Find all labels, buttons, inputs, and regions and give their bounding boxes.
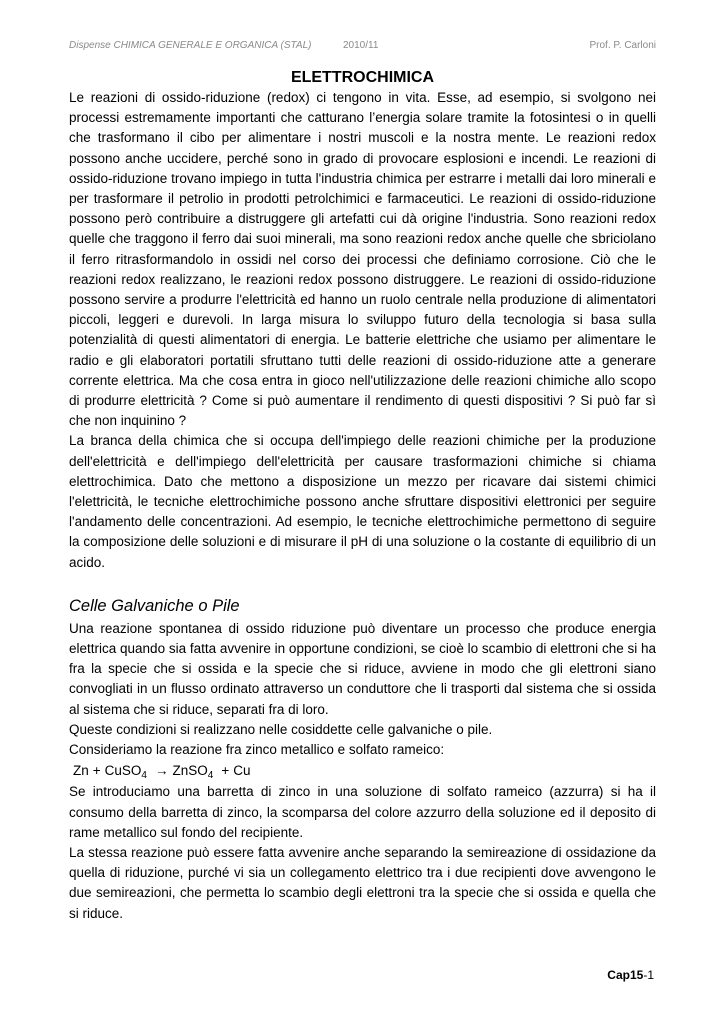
reaction-equation — [69, 760, 656, 782]
document-body — [69, 68, 656, 924]
eq-subscript: 4 — [207, 770, 214, 782]
section-paragraph: Consideriamo la reazione fra zinco metallico e solfato rameico: — [69, 742, 445, 758]
section-title: Celle Galvaniche o Pile — [69, 596, 240, 615]
header-author: Prof. P. Carloni — [589, 40, 656, 51]
header-year: 2010/11 — [343, 40, 379, 51]
section-paragraph: Una reazione spontanea di ossido riduzione può diventare un processo che produce energia elettrica quando sia fatta avvenire in opportune condizioni, se cioè lo scambio di elettroni che si ha fra la specie che si ossida e la specie che si riduce, avviene in modo che gli elettroni siano convogliati in un flusso ordinato attraverso un conduttore che li trasporti dal sistema che si ossida al sistema che si riduce, separati fra di loro. — [69, 620, 656, 717]
after-paragraph: La stessa reazione può essere fatta avvenire anche separando la semireazione di ossidazione da quella di riduzione, purché vi sia un collegamento elettrico tra i due recipienti dove avvengono le due semireazioni, che permetta lo scambio degli elettroni tra la specie che si ossida e quella che si riduce. — [69, 844, 656, 921]
section-paragraph: Queste condizioni si realizzano nelle cosiddette celle galvaniche o pile. — [69, 721, 493, 737]
after-paragraph: Se introduciamo una barretta di zinco in una soluzione di solfato rameico (azzurra) si ha il consumo della barretta di zinco, la scomparsa del colore azzurro della soluzione ed il deposito di rame metallico sul fondo del recipiente. — [69, 784, 656, 840]
eq-subscript: 4 — [141, 770, 147, 782]
intro-paragraph: Le reazioni di ossido-riduzione (redox) ci tengono in vita. Esse, ad esempio, si svolgono nei processi estremamente importanti che catturano l’energia solare tramite la fotosintesi o in quelli che trasformano il cibo per alimentare i nostri muscoli e la nostra mente. Le reazioni redox possono anche uccidere, perché sono in grado di provocare esplosioni e incendi. Le reazioni di ossido-riduzione trovano impiego in tutta l'industria chimica per estrarre i metalli dai loro minerali e per trasformare il petrolio in prodotti petrolchimici e farmaceutici. Le reazioni di ossido-riduzione possono però contribuire a distruggere gli artefatti cui dà origine l'industria. Sono reazioni redox quelle che traggono il ferro dai suoi minerali, ma sono reazioni redox anche quelle che sbriciolano il ferro ritrasformandolo in ossidi nel corso dei processi che definiamo corrosione. Ciò che le reazioni redox realizzano, le reazioni redox possono distruggere. Le reazioni di ossido-riduzione possono servire a produrre l'elettricità ed hanno un ruolo centrale nella produzione di alimentatori piccoli, leggeri e durevoli. In larga misura lo sviluppo futuro della tecnologia si basa sulla potenzialità di questi alimentatori di energia. Le batterie elettriche che usiamo per alimentare le radio e gli elaboratori portatili sfruttano tutti delle reazioni di ossido-riduzione atte a generare corrente elettrica. Ma che cosa entra in gioco nell'utilizzazione delle reazioni chimiche allo scopo di produrre elettricità ? Come si può aumentare il rendimento di questi dispositivi ? Si può far sì che non inquinino ? — [69, 90, 656, 429]
eq-cu: Cu — [233, 763, 251, 779]
footer-page: -1 — [643, 968, 654, 982]
eq-znso4: ZnSO — [172, 763, 208, 779]
eq-plus: + — [92, 763, 101, 779]
page-title: ELETTROCHIMICA — [290, 69, 435, 86]
footer-chapter: Cap15 — [607, 968, 644, 982]
eq-zn: Zn — [73, 763, 89, 779]
eq-plus: + — [221, 763, 230, 779]
header-course: Dispense CHIMICA GENERALE E ORGANICA (STAL) — [69, 40, 312, 51]
eq-arrow: → — [154, 763, 169, 779]
eq-cuso4: CuSO — [104, 763, 142, 779]
page-number — [607, 968, 654, 982]
page-header — [69, 40, 656, 56]
electrochemistry-paragraph: La branca della chimica che si occupa dell'impiego delle reazioni chimiche per la produzione dell'elettricità e dell'impiego dell'elettricità per causare trasformazioni chimiche si chiama elettrochimica. Dato che mettono a disposizione un mezzo per ricavare dai sistemi chimici l'elettricità, le tecniche elettrochimiche possono anche sfruttare dispositivi elettronici per seguire l'andamento delle concentrazioni. Ad esempio, le tecniche elettrochimiche permettono di seguire la composizione delle soluzioni e di misurare il pH di una soluzione o la costante di equilibrio di un acido. — [69, 433, 656, 570]
